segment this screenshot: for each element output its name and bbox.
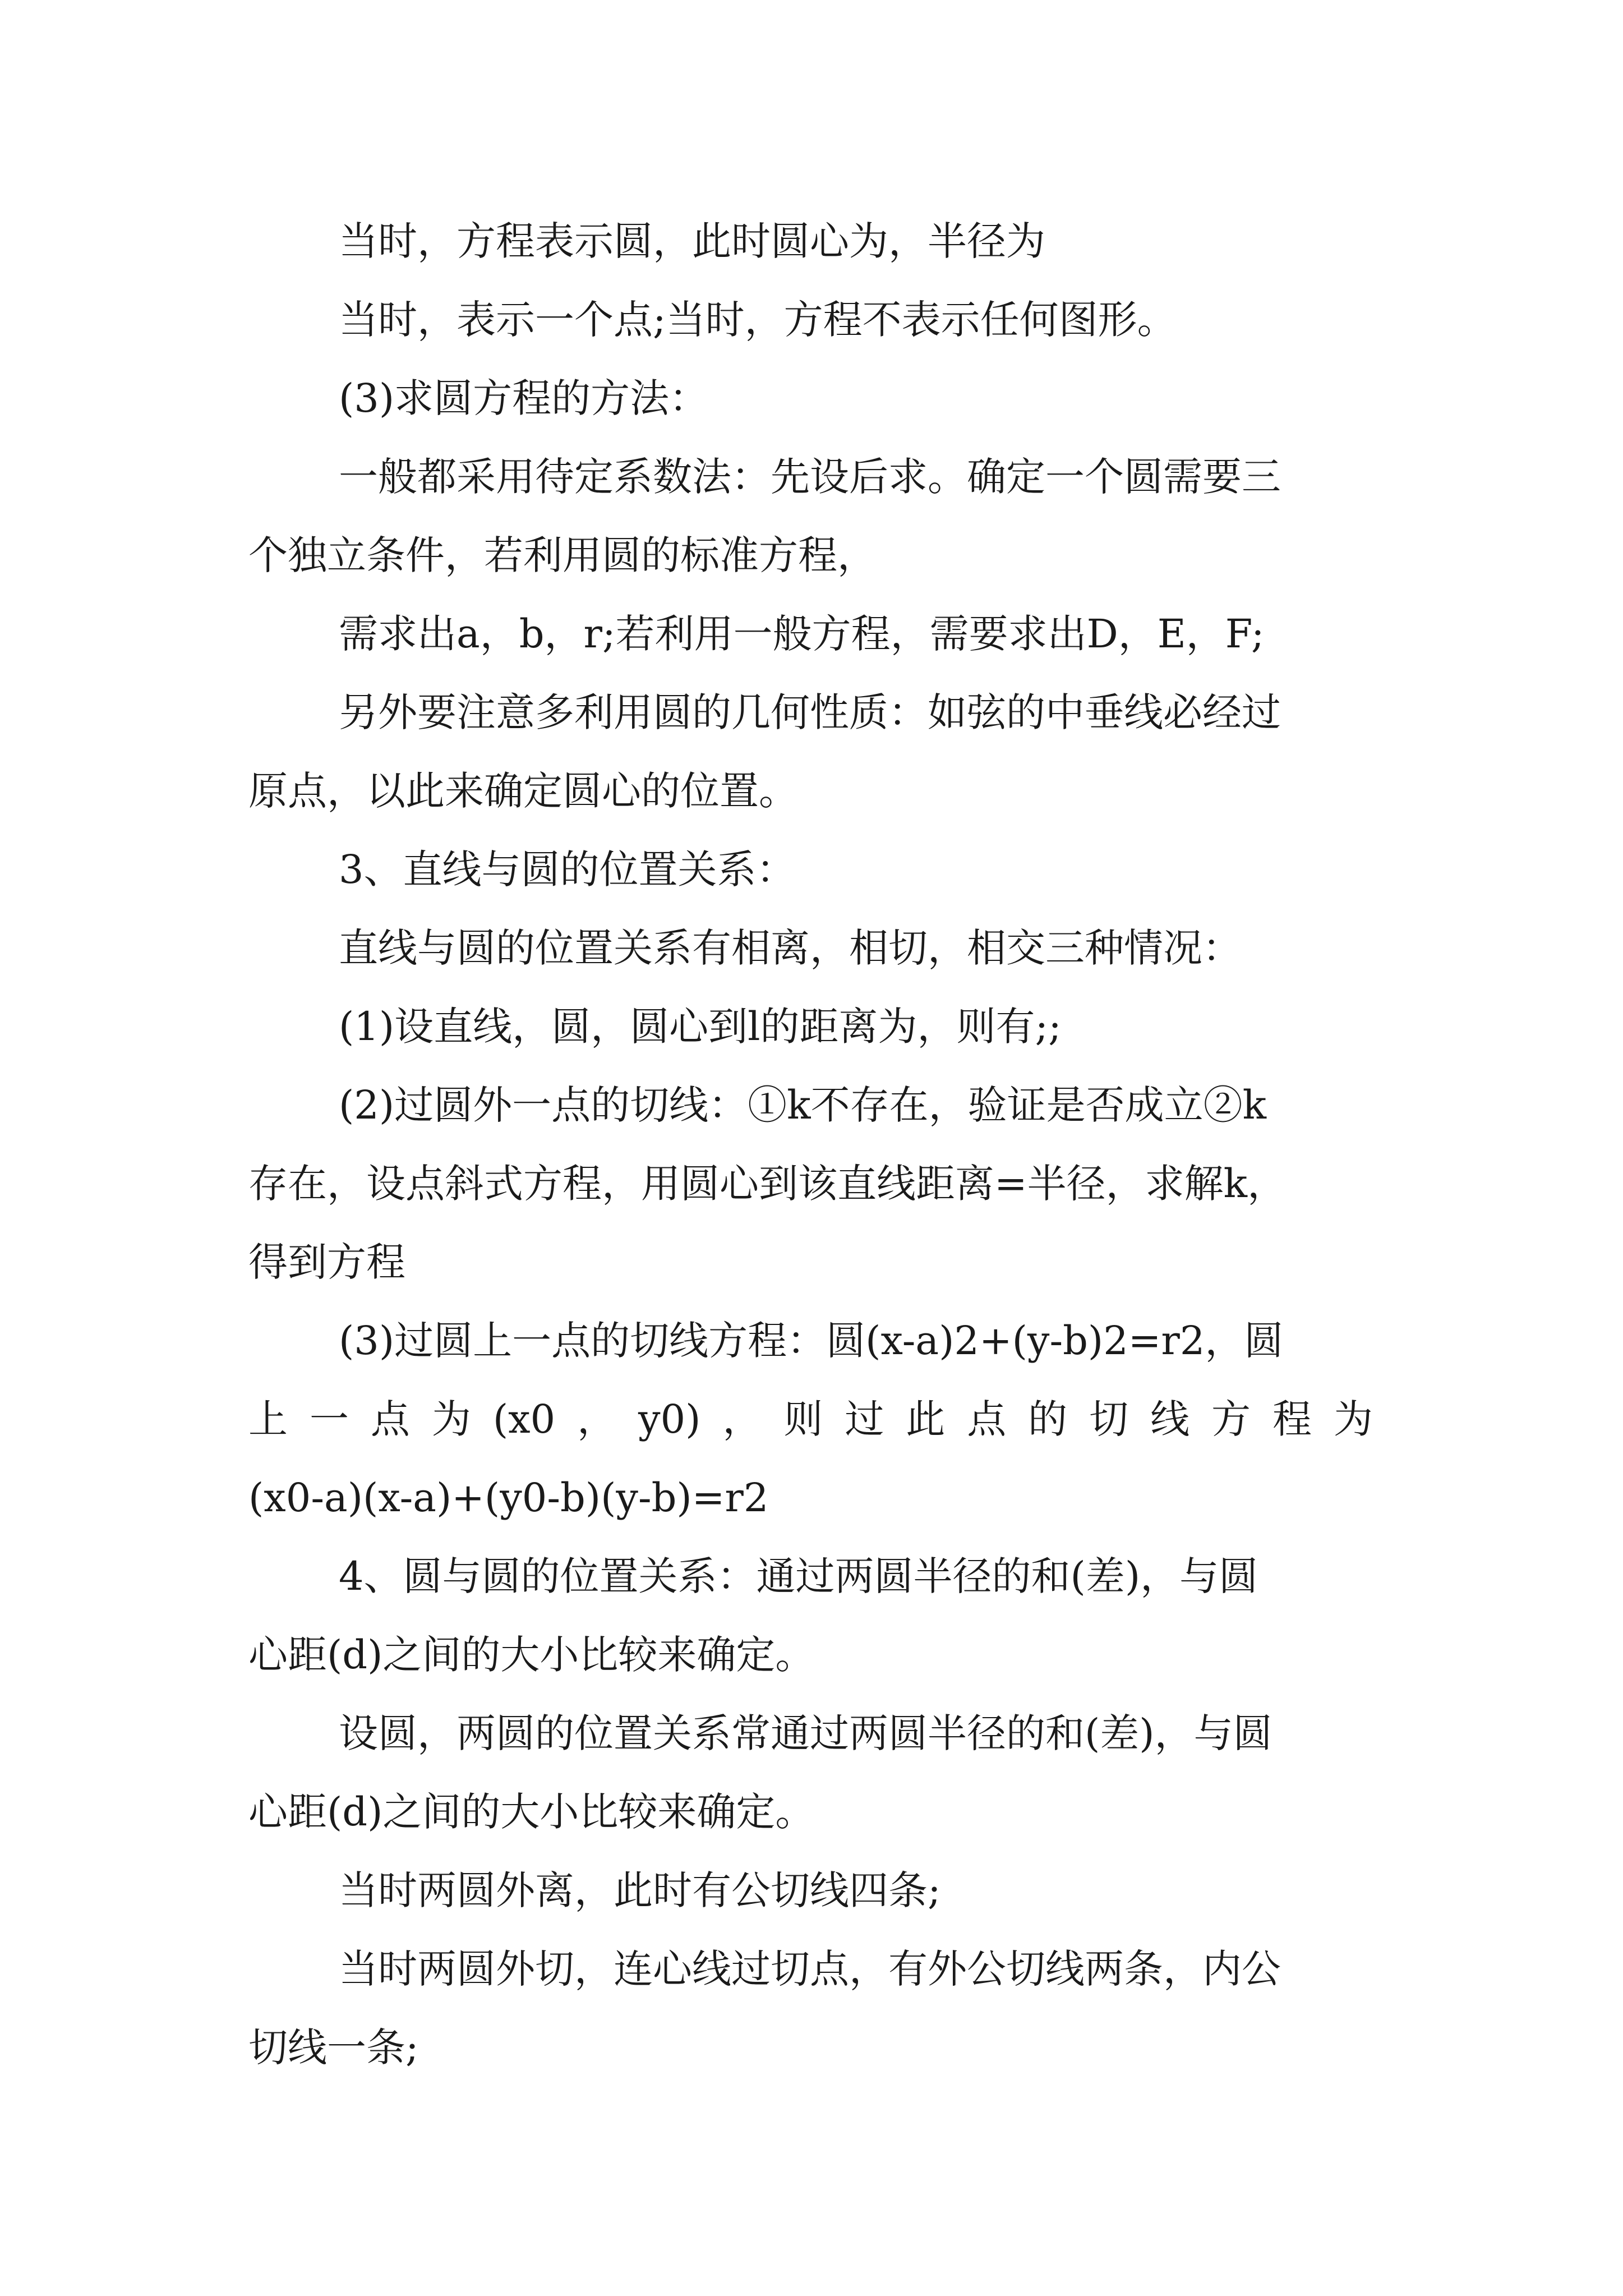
text-line-1: 当时，方程表示圆，此时圆心为，半径为 [339, 218, 1045, 264]
text-line-14: 得到方程 [248, 1239, 405, 1285]
spaced-token: ， [577, 1396, 617, 1442]
spaced-token: ， [722, 1396, 762, 1442]
spaced-token: 为 [1333, 1396, 1373, 1442]
text-line-15: (3)过圆上一点的切线方程：圆(x-a)2+(y-b)2=r2，圆 [339, 1318, 1284, 1364]
text-line-12: (2)过圆外一点的切线：①k不存在，验证是否成立②k [339, 1082, 1266, 1128]
spaced-token: 过 [845, 1396, 884, 1442]
text-line-5: 个独立条件，若利用圆的标准方程， [248, 532, 877, 578]
spaced-token: 程 [1272, 1396, 1312, 1442]
spaced-token: 为 [431, 1396, 471, 1442]
text-line-17: (x0-a)(x-a)+(y0-b)(y-b)=r2 [248, 1475, 769, 1521]
text-line-20: 设圆，两圆的位置关系常通过两圆半径的和(差)，与圆 [339, 1710, 1272, 1756]
spaced-token: 上 [248, 1396, 288, 1442]
text-line-24: 切线一条; [248, 2024, 419, 2070]
text-line-8: 原点，以此来确定圆心的位置。 [248, 768, 798, 814]
spaced-token: 点 [967, 1396, 1007, 1442]
text-line-13: 存在，设点斜式方程，用圆心到该直线距离=半径，求解k， [248, 1161, 1287, 1207]
spaced-token: 一 [309, 1396, 349, 1442]
text-line-18: 4、圆与圆的位置关系：通过两圆半径的和(差)，与圆 [339, 1553, 1258, 1599]
text-line-4: 一般都采用待定系数法：先设后求。确定一个圆需要三 [339, 454, 1281, 500]
text-line-11: (1)设直线，圆，圆心到l的距离为，则有;; [339, 1004, 1062, 1050]
spaced-token: 此 [906, 1396, 946, 1442]
text-line-19: 心距(d)之间的大小比较来确定。 [248, 1632, 815, 1678]
text-line-3: (3)求圆方程的方法： [339, 375, 709, 421]
text-line-23: 当时两圆外切，连心线过切点，有外公切线两条，内公 [339, 1946, 1281, 1992]
text-line-22: 当时两圆外离，此时有公切线四条; [339, 1867, 941, 1913]
text-line-16-spaced [248, 1394, 1373, 1444]
text-line-6: 需求出a，b，r;若利用一般方程，需要求出D，E，F; [339, 611, 1265, 657]
text-line-7: 另外要注意多利用圆的几何性质：如弦的中垂线必经过 [339, 689, 1281, 735]
spaced-token: 切 [1089, 1396, 1129, 1442]
text-line-21: 心距(d)之间的大小比较来确定。 [248, 1789, 815, 1835]
spaced-token: 的 [1028, 1396, 1068, 1442]
text-line-2: 当时，表示一个点;当时，方程不表示任何图形。 [339, 297, 1177, 343]
text-line-9: 3、直线与圆的位置关系： [339, 846, 796, 892]
spaced-token: 线 [1150, 1396, 1190, 1442]
spaced-token: 则 [783, 1396, 823, 1442]
text-line-10: 直线与圆的位置关系有相离，相切，相交三种情况： [339, 925, 1242, 971]
spaced-token: y0) [638, 1396, 701, 1442]
spaced-token: 点 [370, 1396, 410, 1442]
spaced-token: 方 [1211, 1396, 1251, 1442]
spaced-token: (x0 [492, 1396, 556, 1442]
